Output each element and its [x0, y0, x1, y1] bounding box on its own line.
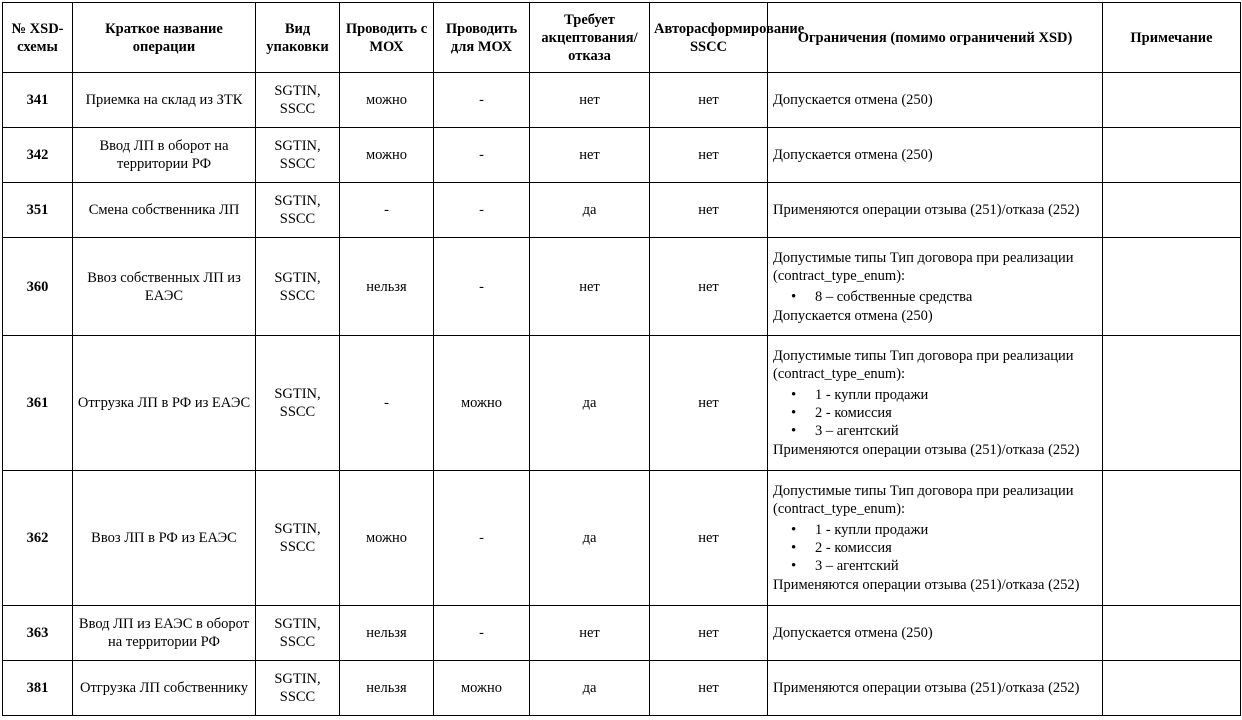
restrictions-cell [768, 73, 1103, 128]
table-row [3, 183, 1241, 238]
note-cell [1103, 128, 1241, 183]
package-type-cell: SGTIN, SSCC [256, 183, 340, 238]
auto-disband-cell: нет [650, 238, 768, 336]
with-mox-cell: нельзя [340, 661, 434, 716]
requires-acceptance-cell: нет [530, 128, 650, 183]
requires-acceptance-cell: да [530, 336, 650, 471]
requires-acceptance-cell: нет [530, 238, 650, 336]
package-type-cell: SGTIN, SSCC [256, 471, 340, 606]
table-row [3, 661, 1241, 716]
restriction-text: Применяются операции отзыва (251)/отказа (252) [773, 442, 1080, 458]
note-cell [1103, 336, 1241, 471]
table-row [3, 128, 1241, 183]
header-auto-disband-sscc: Авторасформирование SSCC [650, 3, 768, 73]
header-restrictions: Ограничения (помимо ограничений XSD) [768, 3, 1103, 73]
for-mox-cell: - [434, 73, 530, 128]
with-mox-cell: можно [340, 128, 434, 183]
restrictions-cell [768, 606, 1103, 661]
operation-name-cell: Отгрузка ЛП в РФ из ЕАЭС [73, 336, 256, 471]
restriction-text: Допустимые типы Тип договора при реализации (contract_type_enum): [773, 483, 1074, 517]
package-type-cell: SGTIN, SSCC [256, 128, 340, 183]
header-operation-name: Краткое название операции [73, 3, 256, 73]
xsd-number-cell: 342 [3, 128, 73, 183]
contract-type-item: • 1 - купли продажи [815, 386, 1098, 404]
for-mox-cell: - [434, 128, 530, 183]
package-type-cell: SGTIN, SSCC [256, 661, 340, 716]
xsd-number-cell: 381 [3, 661, 73, 716]
operation-name-cell: Смена собственника ЛП [73, 183, 256, 238]
auto-disband-cell: нет [650, 471, 768, 606]
header-for-mox: Проводить для МОХ [434, 3, 530, 73]
xsd-number-cell: 341 [3, 73, 73, 128]
package-type-cell: SGTIN, SSCC [256, 238, 340, 336]
contract-type-item: • 8 – собственные средства [815, 288, 1098, 306]
restriction-text: Допускается отмена (250) [773, 307, 933, 324]
restriction-text: Применяются операции отзыва (251)/отказа (252) [773, 577, 1080, 593]
restrictions-cell [768, 238, 1103, 336]
package-type-cell: SGTIN, SSCC [256, 73, 340, 128]
xsd-number-cell: 363 [3, 606, 73, 661]
note-cell [1103, 73, 1241, 128]
xsd-number-cell: 351 [3, 183, 73, 238]
contract-type-list [773, 386, 1098, 440]
restriction-text: Допускается отмена (250) [773, 147, 933, 163]
operation-name-cell: Ввоз собственных ЛП из ЕАЭС [73, 238, 256, 336]
requires-acceptance-cell: да [530, 471, 650, 606]
restrictions-cell [768, 336, 1103, 471]
with-mox-cell: можно [340, 471, 434, 606]
table-row [3, 606, 1241, 661]
operations-table [2, 2, 1241, 716]
for-mox-cell: - [434, 183, 530, 238]
restrictions-cell [768, 471, 1103, 606]
note-cell [1103, 606, 1241, 661]
auto-disband-cell: нет [650, 183, 768, 238]
restriction-text: Применяются операции отзыва (251)/отказа (252) [773, 680, 1080, 696]
package-type-cell: SGTIN, SSCC [256, 606, 340, 661]
contract-type-item: • 3 – агентский [815, 422, 1098, 440]
restrictions-cell [768, 183, 1103, 238]
for-mox-cell: - [434, 606, 530, 661]
package-type-cell: SGTIN, SSCC [256, 336, 340, 471]
note-cell [1103, 238, 1241, 336]
with-mox-cell: - [340, 336, 434, 471]
operation-name-cell: Приемка на склад из ЗТК [73, 73, 256, 128]
auto-disband-cell: нет [650, 336, 768, 471]
contract-type-item: • 3 – агентский [815, 557, 1098, 575]
table-row [3, 471, 1241, 606]
restrictions-cell [768, 661, 1103, 716]
note-cell [1103, 183, 1241, 238]
restriction-text: Допускается отмена (250) [773, 92, 933, 108]
header-note: Примечание [1103, 3, 1241, 73]
operation-name-cell: Отгрузка ЛП собственнику [73, 661, 256, 716]
restriction-text: Допускается отмена (250) [773, 625, 933, 641]
restriction-text: Применяются операции отзыва (251)/отказа (252) [773, 202, 1080, 218]
header-with-mox: Проводить с МОХ [340, 3, 434, 73]
for-mox-cell: можно [434, 336, 530, 471]
requires-acceptance-cell: да [530, 183, 650, 238]
operation-name-cell: Ввод ЛП в оборот на территории РФ [73, 128, 256, 183]
xsd-number-cell: 361 [3, 336, 73, 471]
operation-name-cell: Ввоз ЛП в РФ из ЕАЭС [73, 471, 256, 606]
header-requires-acceptance: Требует акцептования/ отказа [530, 3, 650, 73]
contract-type-item: • 1 - купли продажи [815, 521, 1098, 539]
xsd-number-cell: 362 [3, 471, 73, 606]
for-mox-cell: - [434, 238, 530, 336]
table-row [3, 73, 1241, 128]
restrictions-cell [768, 128, 1103, 183]
contract-type-item: • 2 - комиссия [815, 404, 1098, 422]
note-cell [1103, 471, 1241, 606]
header-package-type: Вид упаковки [256, 3, 340, 73]
auto-disband-cell: нет [650, 606, 768, 661]
for-mox-cell: - [434, 471, 530, 606]
auto-disband-cell: нет [650, 73, 768, 128]
xsd-number-cell: 360 [3, 238, 73, 336]
contract-type-list [773, 521, 1098, 575]
restriction-text: Допустимые типы Тип договора при реализации (contract_type_enum): [773, 348, 1074, 382]
requires-acceptance-cell: нет [530, 73, 650, 128]
contract-type-item: • 2 - комиссия [815, 539, 1098, 557]
table-row [3, 336, 1241, 471]
header-row [3, 3, 1241, 73]
auto-disband-cell: нет [650, 128, 768, 183]
contract-type-list [773, 288, 1098, 306]
auto-disband-cell: нет [650, 661, 768, 716]
restriction-text: Допустимые типы Тип договора при реализации (contract_type_enum): [773, 249, 1074, 284]
with-mox-cell: - [340, 183, 434, 238]
with-mox-cell: можно [340, 73, 434, 128]
for-mox-cell: можно [434, 661, 530, 716]
table-row [3, 238, 1241, 336]
operation-name-cell: Ввод ЛП из ЕАЭС в оборот на территории РФ [73, 606, 256, 661]
with-mox-cell: нельзя [340, 238, 434, 336]
with-mox-cell: нельзя [340, 606, 434, 661]
header-xsd-number: № XSD-схемы [3, 3, 73, 73]
note-cell [1103, 661, 1241, 716]
requires-acceptance-cell: да [530, 661, 650, 716]
requires-acceptance-cell: нет [530, 606, 650, 661]
